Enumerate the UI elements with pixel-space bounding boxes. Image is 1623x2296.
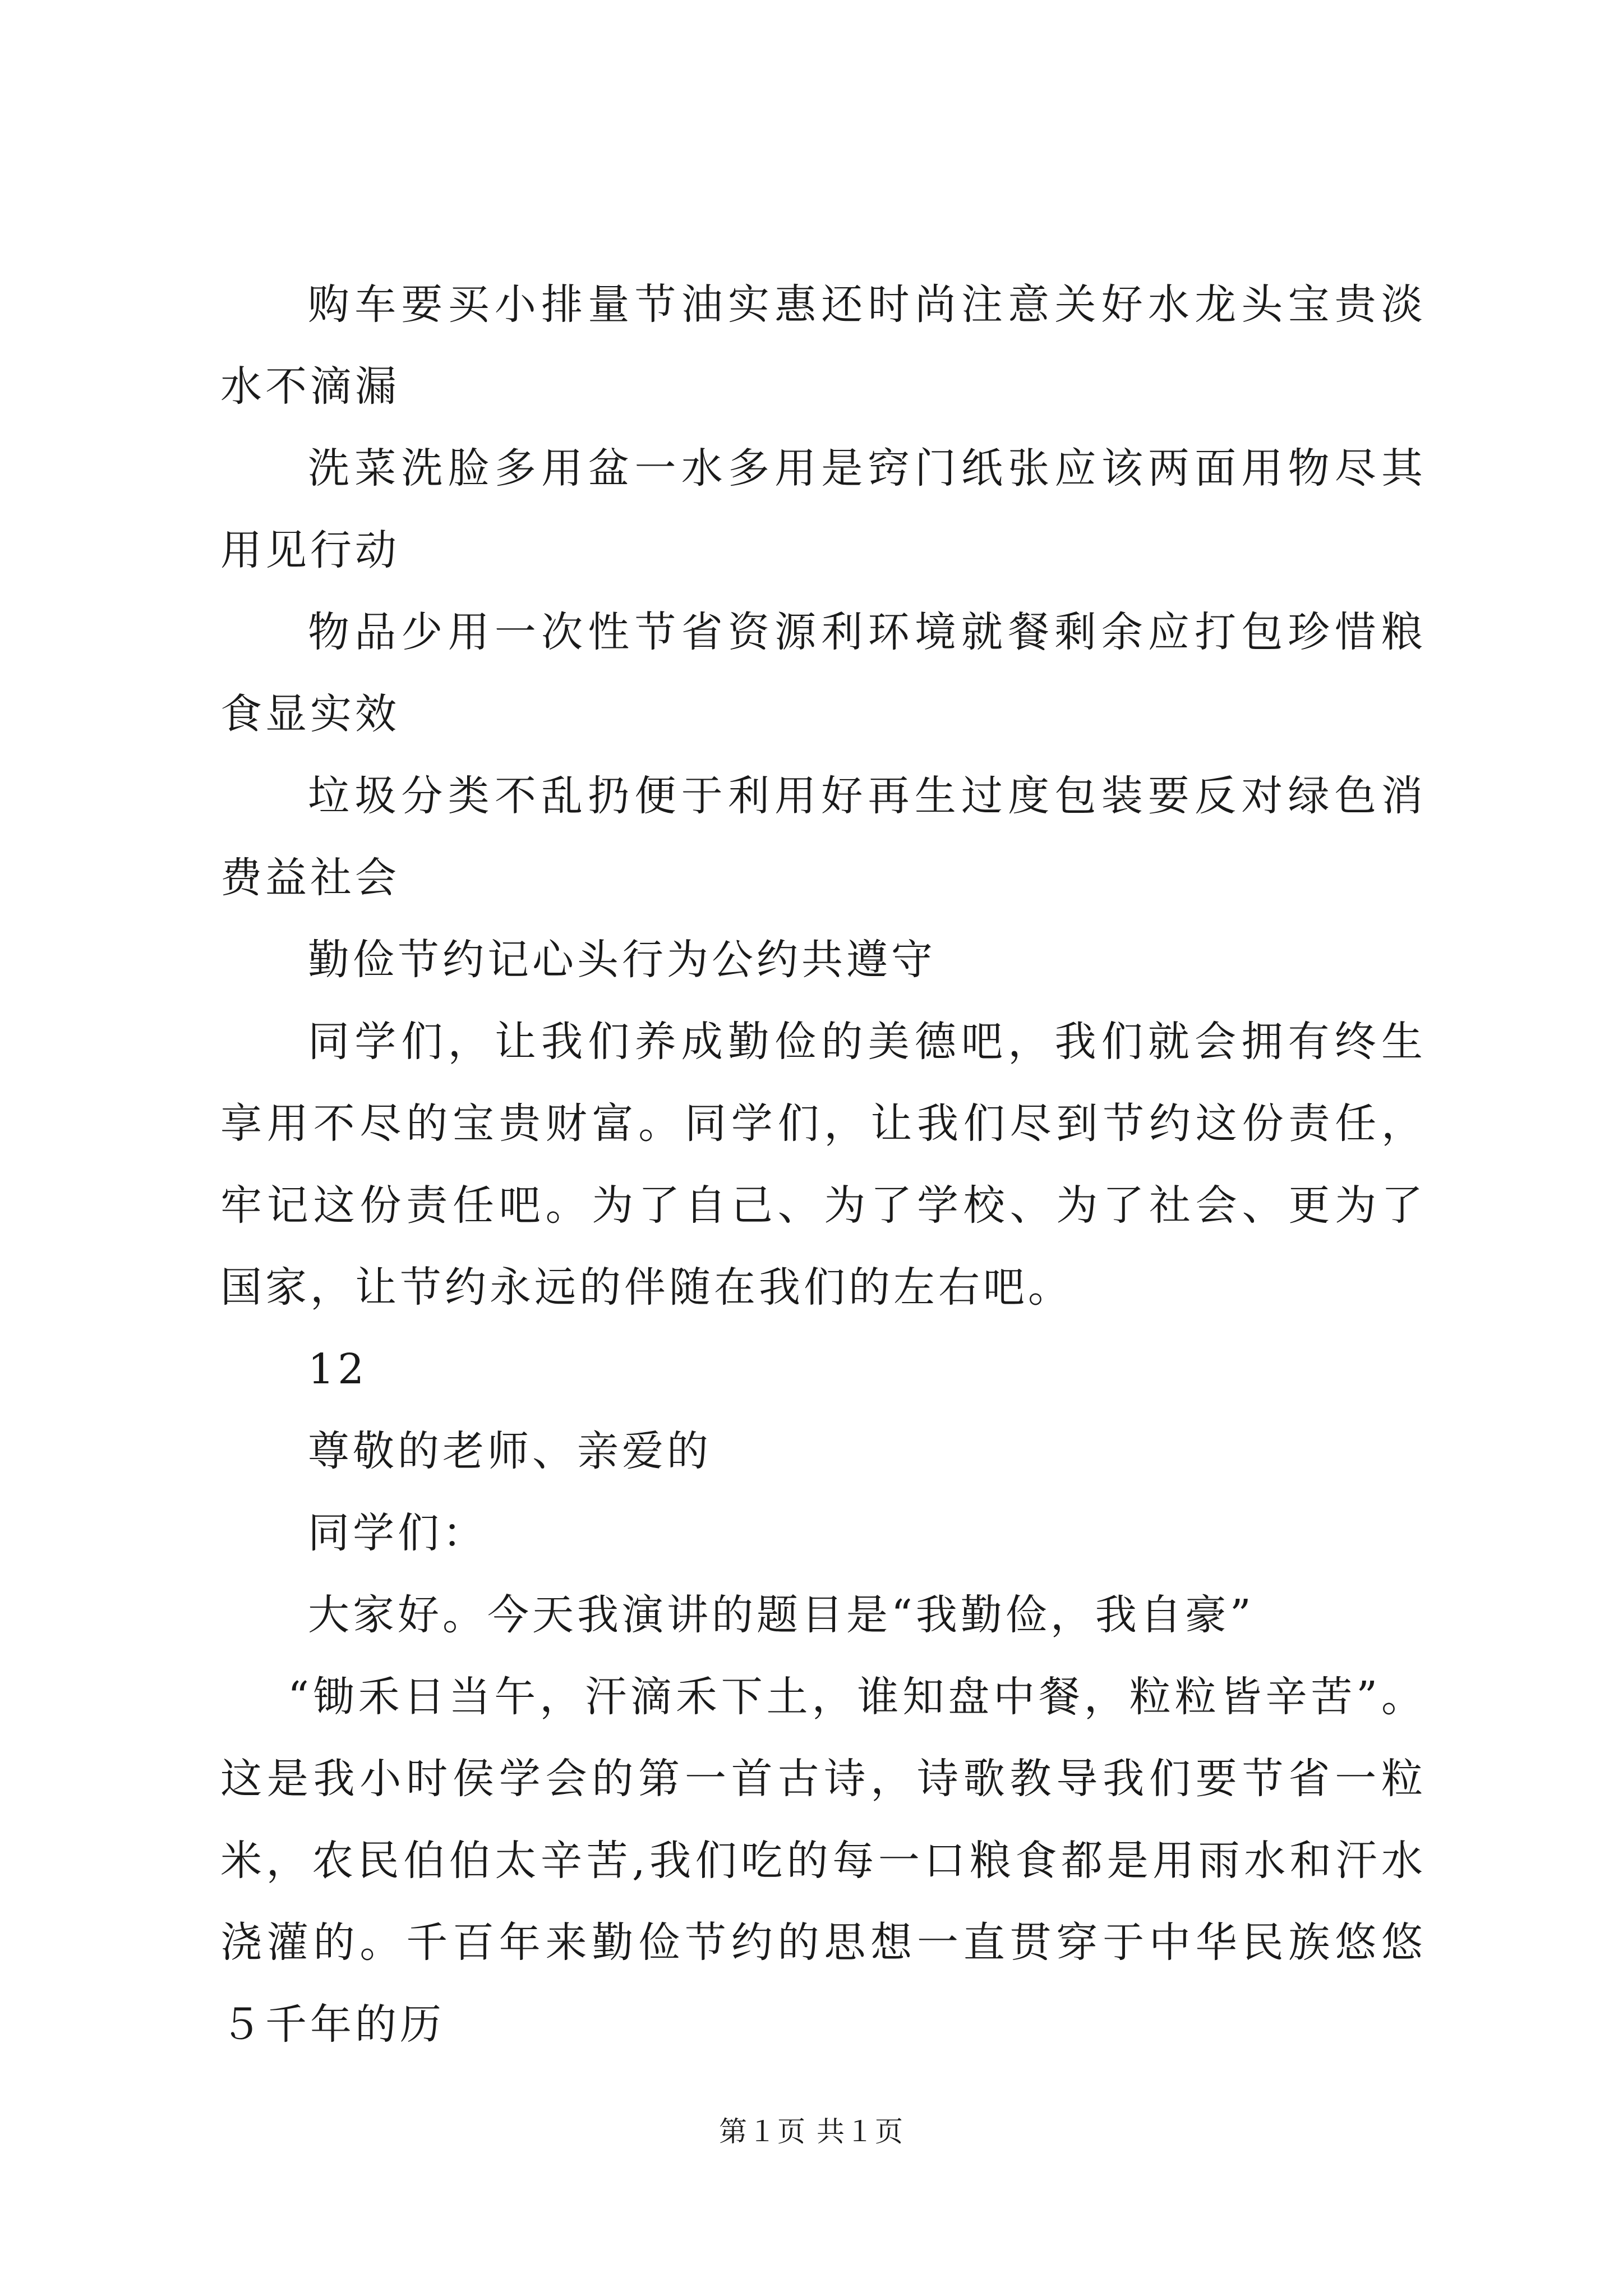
paragraph-closing: 同学们，让我们养成勤俭的美德吧，我们就会拥有终生享用不尽的宝贵财富。同学们，让我们尽到节约这份责任，牢记这份责任吧。为了自己、为了学校、为了社会、更为了国家，让节约永远的伴随在我们的左右吧。 <box>220 1018 1426 1312</box>
paragraph-tip-items: 物品少用一次性节省资源利环境就餐剩余应打包珍惜粮食显实效 <box>220 608 1426 738</box>
salutation-line-2: 同学们： <box>308 1509 487 1557</box>
paragraph-tip-water: 洗菜洗脸多用盆一水多用是窍门纸张应该两面用物尽其用见行动 <box>220 444 1426 574</box>
paragraph-tip-summary: 勤俭节约记心头行为公约共遵守 <box>308 936 936 984</box>
document-body <box>220 264 1426 2065</box>
paragraph-tip-car: 购车要买小排量节油实惠还时尚注意关好水龙头宝贵淡水不滴漏 <box>220 280 1426 411</box>
speech-intro: 大家好。今天我演讲的题目是“我勤俭，我自豪” <box>308 1591 1255 1639</box>
paragraph-tip-garbage: 垃圾分类不乱扔便于利用好再生过度包装要反对绿色消费益社会 <box>220 772 1426 902</box>
salutation-line-1: 尊敬的老师、亲爱的 <box>308 1427 712 1475</box>
page-footer: 第１页 共１页 <box>719 2115 904 2148</box>
speech-body: “锄禾日当午，汗滴禾下土，谁知盘中餐，粒粒皆辛苦”。这是我小时侯学会的第一首古诗，诗歌教导我们要节省一粒米，农民伯伯太辛苦,我们吃的每一口粮食都是用雨水和汗水浇灌的。千百年来勤俭节约的思想一直贯穿于中华民族悠悠５千年的历 <box>220 1673 1426 2049</box>
section-number: 12 <box>308 1345 368 1393</box>
